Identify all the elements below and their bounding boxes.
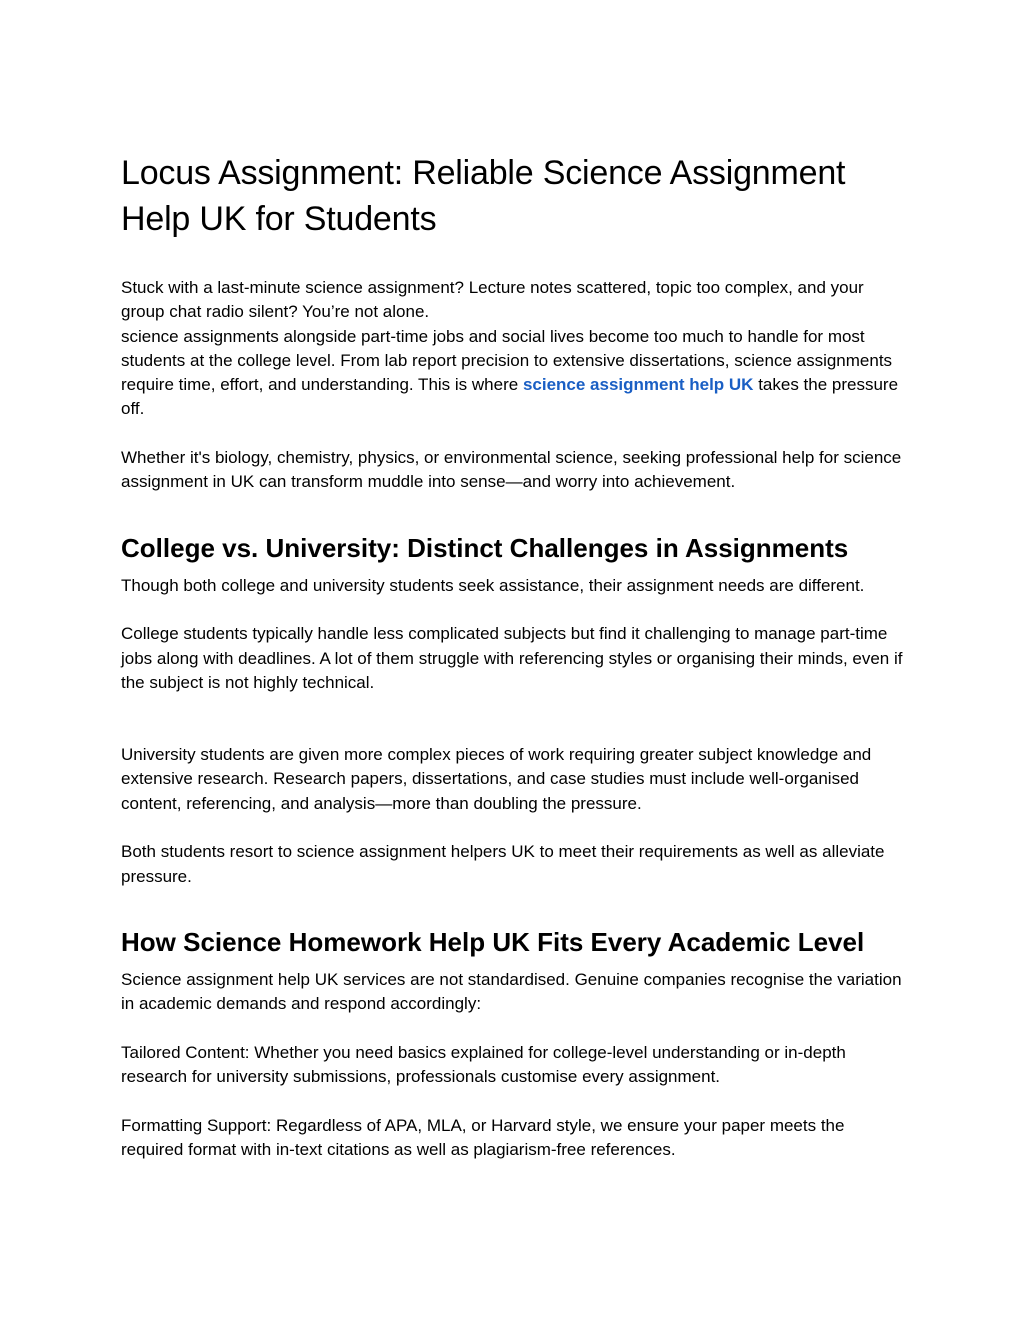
section-1-paragraph-2: College students typically handle less complicated subjects but find it challenging to manage part-time jobs along with deadlines. A lot of them struggle with referencing styles or organising their minds, even if the subject is not highly technical. [121,624,903,692]
section-2-paragraph-3: Formatting Support: Regardless of APA, MLA, or Harvard style, we ensure your paper meets the required format with in-text citations as well as plagiarism-free references. [121,1115,845,1160]
section-2-heading: How Science Homework Help UK Fits Every Academic Level [121,926,865,957]
intro-paragraph-1: Stuck with a last-minute science assignment? Lecture notes scattered, topic too complex, and your group chat radio silent? You’re not alone. [121,278,864,322]
section-2-paragraph-1: Science assignment help UK services are not standardised. Genuine companies recognise the variation in academic demands and respond accordingly: [121,969,902,1014]
intro-paragraph-2-text-after: takes the pressure off. [121,375,899,419]
section-1-heading: College vs. University: Distinct Challenges in Assignments [121,532,849,563]
document-title: Locus Assignment: Reliable Science Assignment Help UK for Students [121,154,846,238]
section-1-paragraph-4: Both students resort to science assignment helpers UK to meet their requirements as well as alleviate pressure. [121,842,885,886]
intro-paragraph-3: Whether it's biology, chemistry, physics, or environmental science, seeking professional help for science assignment in UK can transform muddle into sense—and worry into achievement. [121,448,902,492]
document-page [121,150,911,1187]
section-2-paragraph-2: Tailored Content: Whether you need basics explained for college-level understanding or in-depth research for university submissions, professionals customise every assignment. [121,1042,846,1087]
section-1-paragraph-3: University students are given more complex pieces of work requiring greater subject knowledge and extensive research. Research papers, dissertations, and case studies must include well-organised content, referencing, and analysis—more than doubling the pressure. [121,745,872,813]
section-1-paragraph-1: Though both college and university students seek assistance, their assignment needs are different. [121,575,865,595]
intro-paragraph-2-text-before: science assignments alongside part-time jobs and social lives become too much to handle for most students at the college level. From lab report precision to extensive dissertations, science assignments require time, effort, and understanding. This is where [121,326,893,395]
science-assignment-help-link[interactable]: science assignment help UK [522,375,754,395]
intro-paragraph-2 [121,325,911,422]
